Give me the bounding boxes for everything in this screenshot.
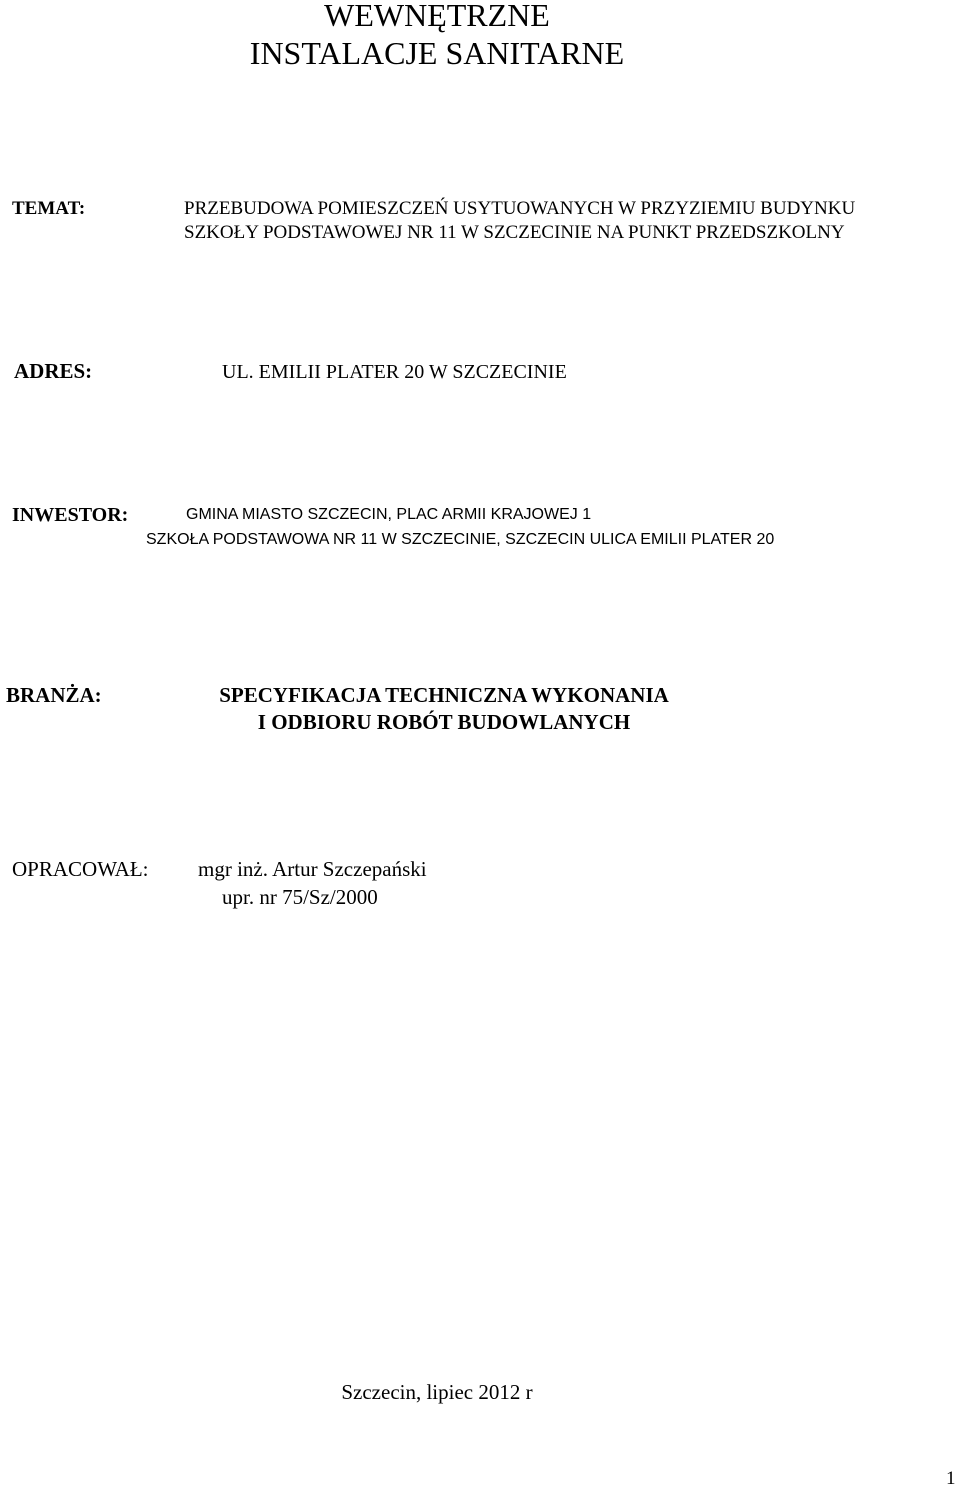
temat-line-1: PRZEBUDOWA POMIESZCZEŃ USYTUOWANYCH W PRZYZIEMIU BUDYNKU [184, 198, 856, 219]
document-title-line-1: WEWNĘTRZNE [324, 0, 550, 33]
inwestor-line-2: SZKOŁA PODSTAWOWA NR 11 W SZCZECINIE, SZCZECIN ULICA EMILII PLATER 20 [146, 531, 775, 548]
branza-label: BRANŻA: [6, 683, 102, 707]
page-number: 1 [946, 1468, 956, 1489]
opracowal-label: OPRACOWAŁ: [12, 857, 149, 881]
branza-line-2: I ODBIORU ROBÓT BUDOWLANYCH [257, 710, 631, 734]
author-name: mgr inż. Artur Szczepański [198, 857, 427, 881]
document-title-line-2: INSTALACJE SANITARNE [249, 35, 625, 71]
place-and-date: Szczecin, lipiec 2012 r [341, 1380, 533, 1404]
temat-label: TEMAT: [12, 198, 86, 219]
adres-value: UL. EMILII PLATER 20 W SZCZECINIE [222, 361, 567, 383]
inwestor-line-1: GMINA MIASTO SZCZECIN, PLAC ARMII KRAJOWEJ 1 [186, 506, 592, 523]
temat-line-2: SZKOŁY PODSTAWOWEJ NR 11 W SZCZECINIE NA PUNKT PRZEDSZKOLNY [184, 222, 845, 243]
adres-label: ADRES: [14, 359, 93, 383]
author-license: upr. nr 75/Sz/2000 [222, 885, 378, 909]
branza-line-1: SPECYFIKACJA TECHNICZNA WYKONANIA [219, 683, 669, 707]
inwestor-label: INWESTOR: [12, 504, 129, 526]
